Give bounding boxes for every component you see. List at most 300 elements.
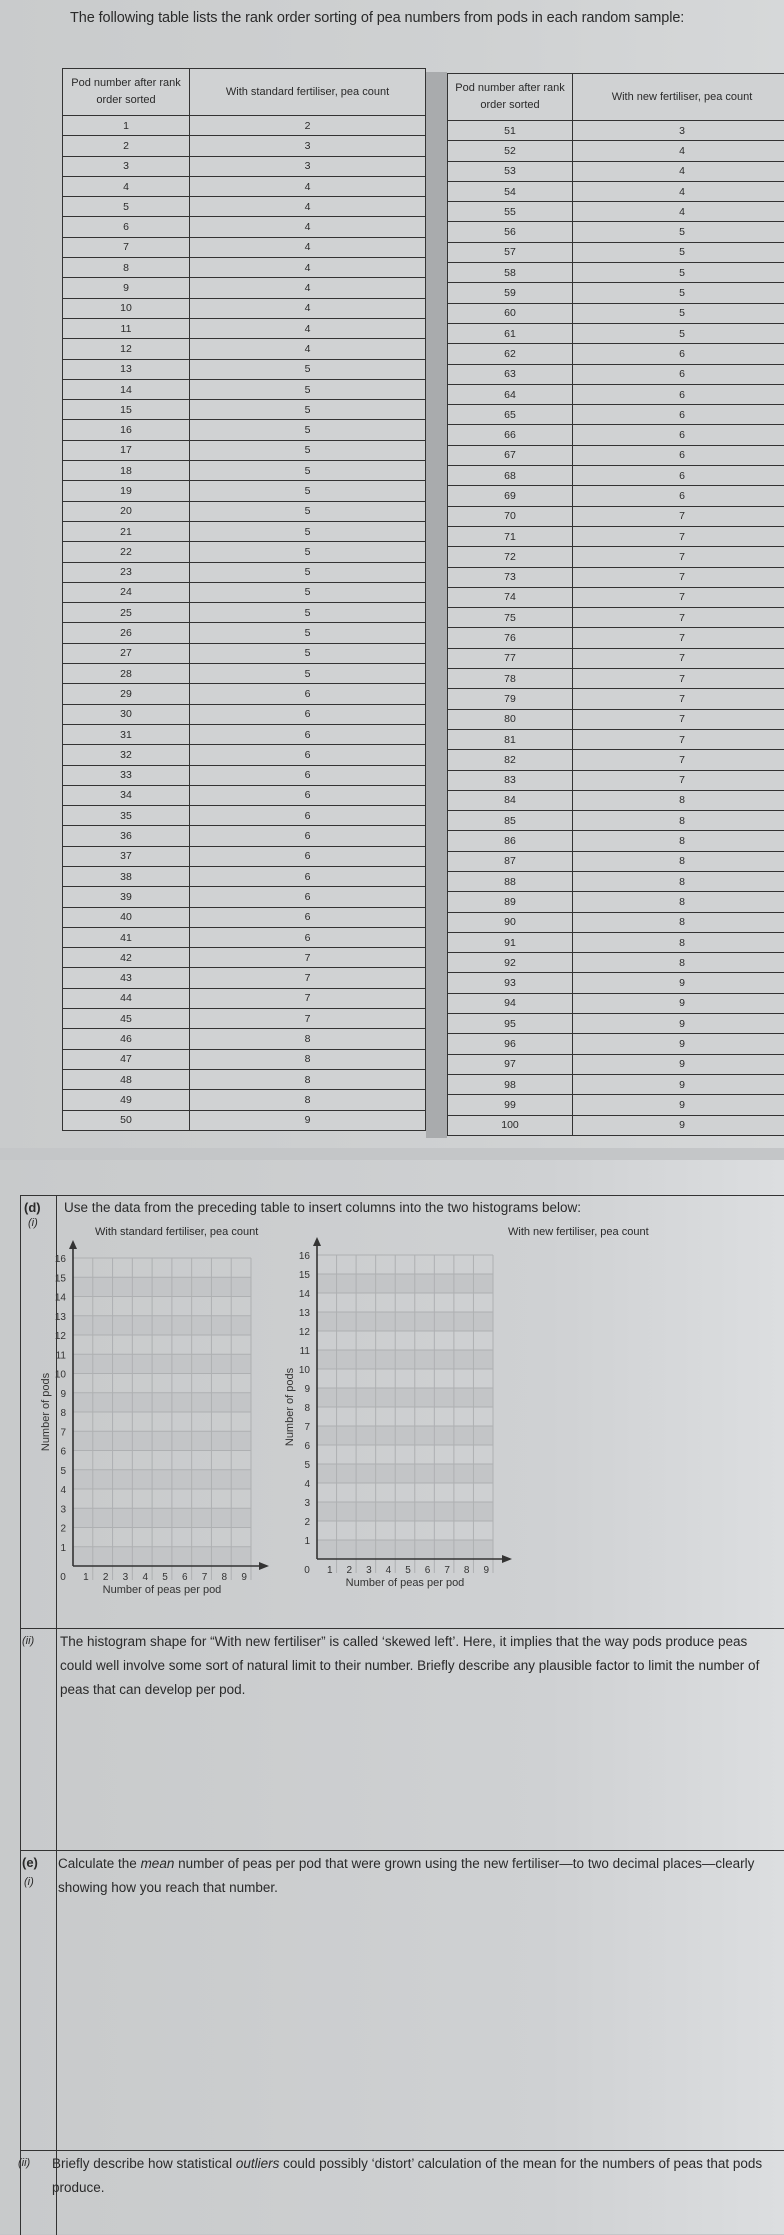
- y-tick-label: 11: [300, 1346, 311, 1357]
- x-axis-arrow-icon: [502, 1555, 512, 1563]
- pea-count-cell: 8: [573, 932, 784, 952]
- y-tick-label: 12: [55, 1331, 67, 1342]
- pea-count-cell: 9: [573, 1014, 784, 1034]
- pod-number-cell: 3: [63, 156, 190, 176]
- pea-count-cell: 8: [573, 912, 784, 932]
- pod-number-cell: 56: [448, 222, 573, 242]
- pea-count-cell: 6: [573, 486, 784, 506]
- table-row: [63, 866, 426, 886]
- pea-count-cell: 6: [190, 887, 426, 907]
- question-d-text: Use the data from the preceding table to insert columns into the two histograms below:: [64, 1196, 774, 1220]
- pea-count-cell: 8: [573, 831, 784, 851]
- header-pea-count: With new fertiliser, pea count: [573, 74, 784, 121]
- pod-number-cell: 9: [63, 278, 190, 298]
- new-fertiliser-table: [447, 73, 784, 1136]
- table-row: [448, 222, 784, 242]
- table-row: [448, 202, 784, 222]
- table-row: [63, 562, 426, 582]
- table-row: [63, 1029, 426, 1049]
- pod-number-cell: 47: [63, 1049, 190, 1069]
- chart-title-standard: With standard fertiliser, pea count: [95, 1226, 258, 1238]
- pea-count-cell: 7: [573, 729, 784, 749]
- header-pod-number: Pod number after rank order sorted: [63, 69, 190, 116]
- pea-count-cell: 7: [573, 506, 784, 526]
- question-e-i-label: (i): [24, 1876, 34, 1888]
- table-row: [63, 765, 426, 785]
- question-e-ii-text-part: Briefly describe how statistical: [52, 2156, 236, 2171]
- pod-number-cell: 61: [448, 323, 573, 343]
- pod-number-cell: 71: [448, 526, 573, 546]
- table-row: [63, 278, 426, 298]
- pod-number-cell: 37: [63, 846, 190, 866]
- pod-number-cell: 96: [448, 1034, 573, 1054]
- pea-count-cell: 7: [190, 948, 426, 968]
- pea-count-cell: 4: [190, 258, 426, 278]
- pod-number-cell: 12: [63, 339, 190, 359]
- pod-number-cell: 52: [448, 141, 573, 161]
- pod-number-cell: 85: [448, 811, 573, 831]
- pod-number-cell: 4: [63, 176, 190, 196]
- pod-number-cell: 62: [448, 344, 573, 364]
- y-tick-label: 13: [299, 1308, 311, 1319]
- table-row: [63, 623, 426, 643]
- x-tick-label: 6: [182, 1572, 188, 1583]
- pea-count-cell: 6: [573, 364, 784, 384]
- y-tick-label: 8: [60, 1408, 66, 1419]
- table-row: [448, 364, 784, 384]
- pea-count-cell: 9: [573, 973, 784, 993]
- grid-band: [73, 1354, 251, 1373]
- table-row: [448, 1115, 784, 1135]
- pod-number-cell: 28: [63, 664, 190, 684]
- table-row: [448, 1034, 784, 1054]
- pea-count-cell: 4: [190, 318, 426, 338]
- pea-count-cell: 4: [573, 161, 784, 181]
- pea-count-cell: 2: [190, 116, 426, 136]
- grid-band: [317, 1312, 493, 1331]
- pea-count-cell: 5: [190, 582, 426, 602]
- pea-count-cell: 5: [190, 501, 426, 521]
- pea-count-cell: 7: [573, 526, 784, 546]
- question-d-label: (d): [24, 1200, 41, 1215]
- table-row: [448, 567, 784, 587]
- question-d-i-label: (i): [28, 1217, 38, 1229]
- table-row: [448, 445, 784, 465]
- table-row: [63, 176, 426, 196]
- pea-count-cell: 6: [190, 927, 426, 947]
- y-tick-label: 2: [304, 1517, 310, 1528]
- y-tick-label: 2: [60, 1524, 66, 1535]
- pod-number-cell: 64: [448, 384, 573, 404]
- grid-band: [317, 1540, 493, 1559]
- x-tick-label: 2: [347, 1565, 353, 1576]
- answer-area-d-ii[interactable]: [58, 1720, 778, 1848]
- table-row: [63, 197, 426, 217]
- pea-count-cell: 7: [573, 709, 784, 729]
- pea-count-cell: 4: [573, 141, 784, 161]
- pea-count-cell: 4: [190, 298, 426, 318]
- table-row: [448, 181, 784, 201]
- table-row: [448, 1054, 784, 1074]
- pod-number-cell: 100: [448, 1115, 573, 1135]
- table-row: [63, 887, 426, 907]
- y-tick-label: 15: [55, 1273, 67, 1284]
- table-row: [63, 826, 426, 846]
- pea-count-cell: 7: [573, 648, 784, 668]
- pea-count-cell: 5: [190, 562, 426, 582]
- pod-number-cell: 67: [448, 445, 573, 465]
- table-row: [448, 892, 784, 912]
- y-tick-label: 6: [304, 1441, 310, 1452]
- grid-band: [73, 1431, 251, 1450]
- table-row: [63, 400, 426, 420]
- pod-number-cell: 89: [448, 892, 573, 912]
- pod-number-cell: 1: [63, 116, 190, 136]
- table-row: [448, 506, 784, 526]
- pod-number-cell: 39: [63, 887, 190, 907]
- pea-count-cell: 5: [190, 461, 426, 481]
- questions-page: [0, 1160, 784, 2234]
- pea-count-cell: 5: [190, 664, 426, 684]
- table-row: [63, 664, 426, 684]
- table-row: [63, 948, 426, 968]
- table-row: [448, 323, 784, 343]
- pea-count-cell: 8: [573, 811, 784, 831]
- table-row: [448, 871, 784, 891]
- y-tick-label: 6: [60, 1447, 66, 1458]
- pod-number-cell: 48: [63, 1069, 190, 1089]
- table-row: [448, 526, 784, 546]
- y-tick-label: 5: [304, 1460, 310, 1471]
- pea-count-cell: 5: [573, 283, 784, 303]
- pea-count-cell: 8: [190, 1049, 426, 1069]
- table-row: [63, 116, 426, 136]
- grid-band: [73, 1316, 251, 1335]
- pod-number-cell: 16: [63, 420, 190, 440]
- pod-number-cell: 35: [63, 806, 190, 826]
- y-tick-label: 7: [304, 1422, 310, 1433]
- y-tick-label: 15: [299, 1270, 311, 1281]
- pod-number-cell: 46: [63, 1029, 190, 1049]
- pod-number-cell: 55: [448, 202, 573, 222]
- pea-count-cell: 6: [573, 466, 784, 486]
- table-row: [448, 953, 784, 973]
- table-header-row: [448, 74, 784, 121]
- pod-number-cell: 18: [63, 461, 190, 481]
- grid-band: [73, 1277, 251, 1296]
- pod-number-cell: 22: [63, 542, 190, 562]
- pea-count-cell: 5: [190, 359, 426, 379]
- pod-number-cell: 49: [63, 1090, 190, 1110]
- pod-number-cell: 90: [448, 912, 573, 932]
- pea-count-cell: 5: [190, 481, 426, 501]
- row-divider: [20, 2150, 784, 2151]
- pea-count-cell: 5: [573, 323, 784, 343]
- row-divider: [20, 1850, 784, 1851]
- x-tick-label: 2: [103, 1572, 109, 1583]
- pod-number-cell: 70: [448, 506, 573, 526]
- table-row: [63, 684, 426, 704]
- pea-count-cell: 8: [573, 953, 784, 973]
- table-row: [448, 1074, 784, 1094]
- pod-number-cell: 84: [448, 790, 573, 810]
- pea-count-cell: 4: [190, 237, 426, 257]
- x-tick-label: 7: [202, 1572, 208, 1583]
- table-row: [63, 501, 426, 521]
- table-row: [63, 643, 426, 663]
- pea-count-cell: 8: [573, 871, 784, 891]
- table-row: [448, 242, 784, 262]
- pod-number-cell: 59: [448, 283, 573, 303]
- pea-count-cell: 9: [573, 1034, 784, 1054]
- header-pea-count: With standard fertiliser, pea count: [190, 69, 426, 116]
- x-axis-arrow-icon: [259, 1562, 269, 1570]
- pea-count-cell: 4: [190, 217, 426, 237]
- pod-number-cell: 91: [448, 932, 573, 952]
- pea-count-cell: 8: [573, 790, 784, 810]
- pod-number-cell: 20: [63, 501, 190, 521]
- pod-number-cell: 43: [63, 968, 190, 988]
- table-row: [63, 339, 426, 359]
- pod-number-cell: 53: [448, 161, 573, 181]
- table-row: [448, 831, 784, 851]
- pea-count-cell: 6: [190, 684, 426, 704]
- table-row: [448, 750, 784, 770]
- y-tick-label: 12: [299, 1327, 311, 1338]
- pod-number-cell: 66: [448, 425, 573, 445]
- table-row: [448, 425, 784, 445]
- pod-number-cell: 8: [63, 258, 190, 278]
- pea-count-cell: 5: [573, 263, 784, 283]
- pod-number-cell: 68: [448, 466, 573, 486]
- table-row: [63, 521, 426, 541]
- pod-number-cell: 81: [448, 729, 573, 749]
- pea-count-cell: 9: [573, 1074, 784, 1094]
- table-gap: [426, 72, 447, 1138]
- table-row: [63, 785, 426, 805]
- pea-count-cell: 7: [190, 988, 426, 1008]
- pod-number-cell: 73: [448, 567, 573, 587]
- table-row: [63, 217, 426, 237]
- pod-number-cell: 40: [63, 907, 190, 927]
- pea-count-cell: 5: [190, 420, 426, 440]
- y-tick-label: 1: [60, 1543, 66, 1554]
- pea-count-cell: 9: [573, 993, 784, 1013]
- table-row: [63, 1110, 426, 1130]
- pod-number-cell: 38: [63, 866, 190, 886]
- y-tick-label: 14: [55, 1293, 67, 1304]
- y-axis-arrow-icon: [313, 1237, 321, 1246]
- table-row: [448, 121, 784, 141]
- pod-number-cell: 33: [63, 765, 190, 785]
- question-e-ii-label: (ii): [18, 2157, 30, 2169]
- pea-count-cell: 8: [573, 851, 784, 871]
- grid-band: [73, 1393, 251, 1412]
- pea-count-cell: 5: [190, 603, 426, 623]
- pod-number-cell: 86: [448, 831, 573, 851]
- y-tick-label: 1: [304, 1536, 310, 1547]
- x-tick-label: 3: [123, 1572, 129, 1583]
- pea-count-cell: 5: [190, 623, 426, 643]
- pea-count-cell: 6: [573, 445, 784, 465]
- grid-band: [73, 1547, 251, 1566]
- table-row: [448, 790, 784, 810]
- pod-number-cell: 83: [448, 770, 573, 790]
- pea-count-cell: 7: [573, 628, 784, 648]
- question-e-ii-text: [52, 2152, 772, 2200]
- pea-count-cell: 6: [190, 724, 426, 744]
- x-tick-label: 1: [327, 1565, 333, 1576]
- table-row: [63, 420, 426, 440]
- y-tick-label: 9: [304, 1384, 310, 1395]
- table-row: [63, 745, 426, 765]
- table-header-row: [63, 69, 426, 116]
- table-row: [448, 973, 784, 993]
- pea-count-cell: 7: [190, 968, 426, 988]
- pea-count-cell: 7: [573, 587, 784, 607]
- pea-count-cell: 5: [190, 440, 426, 460]
- grid-band: [317, 1350, 493, 1369]
- x-tick-label: 5: [162, 1572, 168, 1583]
- pea-count-cell: 7: [573, 669, 784, 689]
- y-tick-label: 3: [60, 1504, 66, 1515]
- question-e-ii-emphasis: outliers: [236, 2156, 280, 2171]
- table-row: [448, 811, 784, 831]
- table-row: [448, 912, 784, 932]
- pea-count-cell: 6: [190, 826, 426, 846]
- pod-number-cell: 98: [448, 1074, 573, 1094]
- pod-number-cell: 26: [63, 623, 190, 643]
- pod-number-cell: 29: [63, 684, 190, 704]
- pod-number-cell: 99: [448, 1095, 573, 1115]
- pod-number-cell: 95: [448, 1014, 573, 1034]
- table-row: [448, 932, 784, 952]
- y-tick-label: 10: [299, 1365, 311, 1376]
- pod-number-cell: 5: [63, 197, 190, 217]
- row-divider: [20, 1628, 784, 1629]
- pod-number-cell: 80: [448, 709, 573, 729]
- grid-band: [317, 1464, 493, 1483]
- table-row: [63, 481, 426, 501]
- table-row: [448, 486, 784, 506]
- x-tick-label: 8: [222, 1572, 228, 1583]
- y-tick-label: 16: [299, 1251, 311, 1262]
- table-row: [448, 344, 784, 364]
- pea-count-cell: 3: [190, 156, 426, 176]
- pod-number-cell: 78: [448, 669, 573, 689]
- pea-count-cell: 5: [190, 643, 426, 663]
- pea-count-cell: 5: [573, 242, 784, 262]
- table-row: [63, 542, 426, 562]
- grid-band: [317, 1274, 493, 1293]
- table-row: [63, 359, 426, 379]
- pea-count-cell: 6: [573, 405, 784, 425]
- y-tick-label: 4: [304, 1479, 310, 1490]
- pea-count-cell: 4: [190, 339, 426, 359]
- grid-band: [317, 1426, 493, 1445]
- table-row: [448, 1014, 784, 1034]
- pod-number-cell: 36: [63, 826, 190, 846]
- pea-count-cell: 6: [190, 704, 426, 724]
- pod-number-cell: 15: [63, 400, 190, 420]
- pea-count-cell: 7: [573, 750, 784, 770]
- table-row: [63, 1049, 426, 1069]
- pod-number-cell: 24: [63, 582, 190, 602]
- standard-fertiliser-table: [62, 68, 426, 1131]
- pod-number-cell: 17: [63, 440, 190, 460]
- table-row: [448, 608, 784, 628]
- table-row: [63, 704, 426, 724]
- y-tick-label: 4: [60, 1485, 66, 1496]
- pod-number-cell: 44: [63, 988, 190, 1008]
- pea-count-cell: 9: [190, 1110, 426, 1130]
- pea-count-cell: 6: [190, 846, 426, 866]
- table-row: [63, 156, 426, 176]
- table-row: [63, 298, 426, 318]
- question-e-ii-text-part: could possibly ‘distort’ calculation of the mean for the numbers of peas that pods produce.: [52, 2156, 762, 2195]
- pod-number-cell: 76: [448, 628, 573, 648]
- pod-number-cell: 75: [448, 608, 573, 628]
- table-row: [63, 927, 426, 947]
- table-row: [63, 1069, 426, 1089]
- pod-number-cell: 87: [448, 851, 573, 871]
- table-row: [448, 689, 784, 709]
- pea-count-cell: 7: [573, 547, 784, 567]
- pea-count-cell: 7: [573, 770, 784, 790]
- question-e-emphasis: mean: [141, 1856, 175, 1871]
- grid-band: [73, 1508, 251, 1527]
- pod-number-cell: 21: [63, 521, 190, 541]
- table-row: [63, 1090, 426, 1110]
- x-tick-label: 1: [83, 1572, 89, 1583]
- x-tick-label: 9: [483, 1565, 489, 1576]
- pea-count-cell: 6: [190, 785, 426, 805]
- pea-count-cell: 8: [573, 892, 784, 912]
- pea-count-cell: 6: [573, 425, 784, 445]
- pod-number-cell: 54: [448, 181, 573, 201]
- pea-count-cell: 7: [190, 1009, 426, 1029]
- table-row: [63, 603, 426, 623]
- question-e-text-part: number of peas per pod that were grown using the new fertiliser—to two decimal places—clearly showing how you reach that number.: [58, 1856, 754, 1895]
- pod-number-cell: 82: [448, 750, 573, 770]
- pea-count-cell: 6: [190, 907, 426, 927]
- y-tick-label: 13: [55, 1312, 67, 1323]
- table-intro: The following table lists the rank order sorting of pea numbers from pods in each random sample:: [70, 10, 684, 26]
- table-row: [448, 141, 784, 161]
- y-tick-label: 10: [55, 1370, 67, 1381]
- pod-number-cell: 32: [63, 745, 190, 765]
- header-pod-number: Pod number after rank order sorted: [448, 74, 573, 121]
- x-tick-label: 7: [444, 1565, 450, 1576]
- answer-area-e-i[interactable]: [58, 1910, 778, 2146]
- pod-number-cell: 30: [63, 704, 190, 724]
- pod-number-cell: 25: [63, 603, 190, 623]
- pod-number-cell: 60: [448, 303, 573, 323]
- table-row: [448, 993, 784, 1013]
- pea-count-cell: 5: [190, 400, 426, 420]
- pod-number-cell: 88: [448, 871, 573, 891]
- pea-count-cell: 7: [573, 608, 784, 628]
- pod-number-cell: 19: [63, 481, 190, 501]
- table-row: [448, 405, 784, 425]
- pod-number-cell: 92: [448, 953, 573, 973]
- pea-count-cell: 7: [573, 689, 784, 709]
- table-row: [448, 384, 784, 404]
- table-row: [63, 237, 426, 257]
- x-tick-label: 4: [142, 1572, 148, 1583]
- pod-number-cell: 31: [63, 724, 190, 744]
- x-tick-label: 5: [405, 1565, 411, 1576]
